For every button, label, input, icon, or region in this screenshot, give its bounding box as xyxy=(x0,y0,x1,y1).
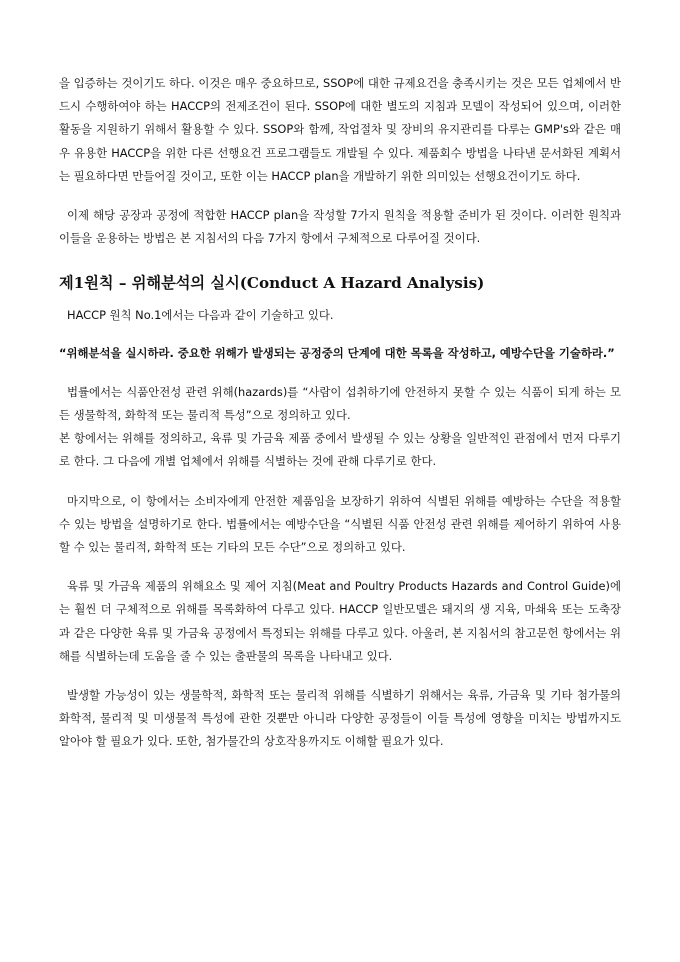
paragraph-section-overview: 본 항에서는 위해를 정의하고, 육류 및 가금육 제품 중에서 발생될 수 있는 상황을 일반적인 관점에서 먼저 다루기로 한다. 그 다음에 개별 업체에서 위해를 식별하는 것에 관해 다루기로 한다. xyxy=(59,431,621,469)
paragraph-identify-hazards: 발생할 가능성이 있는 생물학적, 화학적 또는 물리적 위해를 식별하기 위해서는 육류, 가금육 및 기타 첨가물의 화학적, 물리적 및 미생물적 특성에 관한 것뿐만 아니라 다양한 공정들이 이들 특성에 영향을 미치는 방법까지도 알아야 할 필요가 있다. 또한, 첨가물간의 상호작용까지도 이해할 필요가 있다. xyxy=(59,688,621,749)
paragraph-preventive-measures: 마지막으로, 이 항에서는 소비자에게 안전한 제품임을 보장하기 위하여 식별된 위해를 예방하는 수단을 적용할 수 있는 방법을 설명하기로 한다. 법률에서는 예방수단을 “식별된 식품 안전성 관련 위해를 제어하기 위하여 사용할 수 있는 물리적, 화학적 또는 기타의 모든 수단”으로 정의하고 있다. xyxy=(59,493,621,555)
paragraph-principle-intro: HACCP 원칙 No.1에서는 다음과 같이 기술하고 있다. xyxy=(67,308,334,323)
paragraph-hazards-control-guide: 육류 및 가금육 제품의 위해요소 및 제어 지침(Meat and Poultry Products Hazards and Control Guide)에는 훨씬 더 구체적으로 위해를 목록화하여 다루고 있다. HACCP 일반모델은 돼지의 생 지육, 마쇄육 또는 도축장과 같은 다양한 육류 및 가금육 공정에서 특정되는 위해를 다루고 있다. 아울러, 본 지침서의 참고문헌 항에서는 위해를 식별하는데 도움을 줄 수 있는 출판물의 목록을 나타내고 있다. xyxy=(59,579,621,663)
paragraph-seven-principles: 이제 해당 공장과 공정에 적합한 HACCP plan을 작성할 7가지 원칙을 적용할 준비가 된 것이다. 이러한 원칙과 이들을 운용하는 방법은 본 지침서의 다음 7가지 항에서 구체적으로 다루어질 것이다. xyxy=(59,208,621,246)
principle-quote: “위해분석을 실시하라. 중요한 위해가 발생되는 공정중의 단계에 대한 목록을 작성하고, 예방수단을 기술하라.” xyxy=(59,345,615,360)
paragraph-ssop-prerequisites: 을 입증하는 것이기도 하다. 이것은 매우 중요하므로, SSOP에 대한 규제요건을 충족시키는 것은 모든 업체에서 반드시 수행하여야 하는 HACCP의 전제조건이 된다. SSOP에 대한 별도의 지침과 모델이 작성되어 있으며, 이러한 활동을 지원하기 위해서 활용할 수 있다. SSOP와 함께, 작업절차 및 장비의 유지관리를 다루는 GMP's와 같은 매우 유용한 HACCP을 위한 다른 선행요건 프로그램들도 개발될 수 있다. 제품회수 방법을 나타낸 문서화된 계획서는 필요하다면 만들어질 것이고, 또한 이는 HACCP plan을 개발하기 위한 의미있는 선행요건이기도 하다. xyxy=(59,76,621,183)
section-heading-principle-1: 제1원칙 – 위해분석의 실시(Conduct A Hazard Analysis) xyxy=(59,274,485,293)
paragraph-hazard-definition: 법률에서는 식품안전성 관련 위해(hazards)를 “사람이 섭취하기에 안전하지 못할 수 있는 식품이 되게 하는 모든 생물학적, 화학적 또는 물리적 특성”으로 정의하고 있다. xyxy=(59,384,621,423)
document-page xyxy=(59,72,621,754)
